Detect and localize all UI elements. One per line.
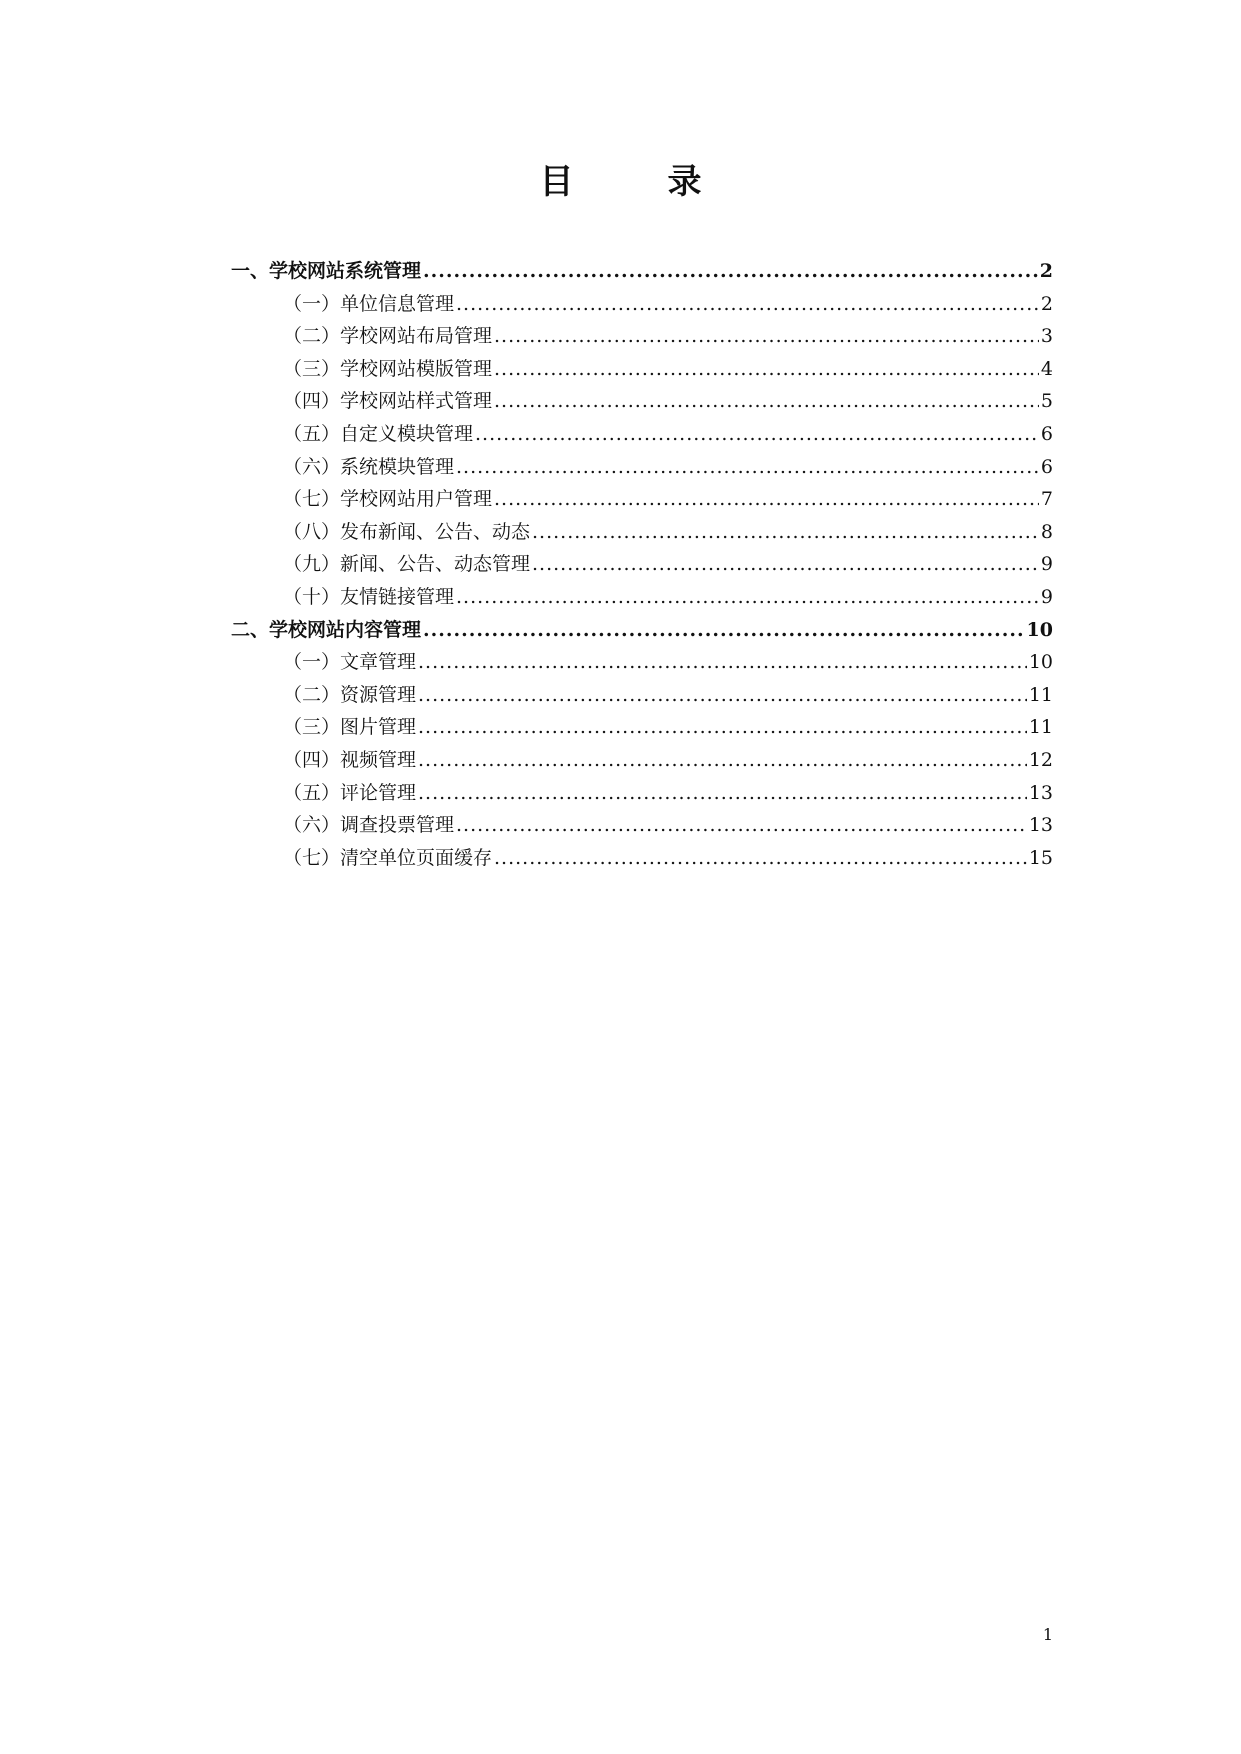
- toc-subsection-entry[interactable]: [231, 483, 1053, 516]
- toc-entry-title: （五）自定义模块管理: [283, 422, 474, 445]
- page-number: 1: [1042, 1625, 1053, 1644]
- toc-dot-leader: [494, 842, 1027, 875]
- toc-entry-page-number: 2: [1040, 292, 1053, 315]
- toc-entry-title: （六）调查投票管理: [283, 814, 455, 837]
- toc-dot-leader: [494, 353, 1039, 386]
- toc-subsection-entry[interactable]: [231, 548, 1053, 581]
- toc-entry-page-number: 6: [1040, 455, 1053, 478]
- toc-subsection-entry[interactable]: [231, 679, 1053, 712]
- toc-subsection-entry[interactable]: [231, 744, 1053, 777]
- toc-entry-page-number: 3: [1040, 325, 1053, 348]
- toc-entry-title: 二、学校网站内容管理: [231, 618, 422, 641]
- toc-entry-title: （十）友情链接管理: [283, 585, 455, 608]
- toc-dot-leader: [418, 777, 1027, 810]
- toc-subsection-entry[interactable]: [231, 385, 1053, 418]
- toc-section-entry[interactable]: [231, 255, 1053, 288]
- toc-dot-leader: [418, 711, 1027, 744]
- toc-dot-leader: [418, 679, 1027, 712]
- toc-dot-leader: [456, 288, 1039, 321]
- toc-entry-title: （九）新闻、公告、动态管理: [283, 553, 531, 576]
- toc-entry-page-number: 11: [1028, 716, 1053, 739]
- toc-dot-leader: [494, 385, 1039, 418]
- toc-entry-page-number: 9: [1040, 553, 1053, 576]
- toc-entry-page-number: 5: [1040, 390, 1053, 413]
- toc-subsection-entry[interactable]: [231, 288, 1053, 321]
- toc-entry-title: （七）清空单位页面缓存: [283, 846, 493, 869]
- toc-entry-title: （二）学校网站布局管理: [283, 325, 493, 348]
- toc-dot-leader: [494, 320, 1039, 353]
- toc-subsection-entry[interactable]: [231, 646, 1053, 679]
- toc-dot-leader: [532, 548, 1039, 581]
- toc-section-entry[interactable]: [231, 614, 1053, 647]
- toc-subsection-entry[interactable]: [231, 516, 1053, 549]
- toc-entry-title: （三）图片管理: [283, 716, 417, 739]
- toc-entry-title: （六）系统模块管理: [283, 455, 455, 478]
- toc-subsection-entry[interactable]: [231, 451, 1053, 484]
- toc-entry-page-number: 4: [1040, 357, 1053, 380]
- toc-entry-title: 一、学校网站系统管理: [231, 260, 422, 282]
- toc-entry-page-number: 7: [1040, 488, 1053, 511]
- toc-entry-title: （七）学校网站用户管理: [283, 488, 493, 511]
- toc-entry-title: （一）单位信息管理: [283, 292, 455, 315]
- toc-dot-leader: [494, 483, 1039, 516]
- toc-subsection-entry[interactable]: [231, 711, 1053, 744]
- toc-dot-leader: [423, 614, 1025, 647]
- toc-entry-title: （一）文章管理: [283, 651, 417, 674]
- toc-subsection-entry[interactable]: [231, 777, 1053, 810]
- toc-dot-leader: [456, 809, 1027, 842]
- toc-entry-page-number: 8: [1040, 520, 1053, 543]
- toc-entry-title: （八）发布新闻、公告、动态: [283, 520, 531, 543]
- toc-entry-page-number: 13: [1028, 814, 1053, 837]
- toc-entry-page-number: 15: [1028, 846, 1053, 869]
- toc-dot-leader: [456, 451, 1039, 484]
- toc-entry-page-number: 13: [1028, 781, 1053, 804]
- toc-subsection-entry[interactable]: [231, 842, 1053, 875]
- toc-entry-title: （四）视频管理: [283, 748, 417, 771]
- toc-entry-title: （三）学校网站模版管理: [283, 357, 493, 380]
- toc-dot-leader: [418, 744, 1027, 777]
- toc-entry-page-number: 11: [1028, 683, 1053, 706]
- toc-entry-page-number: 2: [1039, 260, 1053, 282]
- toc-subsection-entry[interactable]: [231, 418, 1053, 451]
- toc-entry-page-number: 9: [1040, 585, 1053, 608]
- toc-entry-title: （五）评论管理: [283, 781, 417, 804]
- toc-entry-title: （二）资源管理: [283, 683, 417, 706]
- toc-dot-leader: [532, 516, 1039, 549]
- toc-entry-page-number: 10: [1028, 651, 1053, 674]
- toc-dot-leader: [418, 646, 1027, 679]
- toc-dot-leader: [423, 255, 1038, 288]
- toc-subsection-entry[interactable]: [231, 809, 1053, 842]
- toc-subsection-entry[interactable]: [231, 320, 1053, 353]
- toc-entry-page-number: 12: [1028, 748, 1053, 771]
- toc-entry-page-number: 10: [1026, 618, 1053, 641]
- table-of-contents: [231, 255, 1053, 874]
- toc-entry-title: （四）学校网站样式管理: [283, 390, 493, 413]
- toc-entry-page-number: 6: [1040, 422, 1053, 445]
- toc-dot-leader: [456, 581, 1039, 614]
- page-title: 目 录: [539, 162, 732, 202]
- toc-subsection-entry[interactable]: [231, 581, 1053, 614]
- toc-subsection-entry[interactable]: [231, 353, 1053, 386]
- toc-dot-leader: [475, 418, 1039, 451]
